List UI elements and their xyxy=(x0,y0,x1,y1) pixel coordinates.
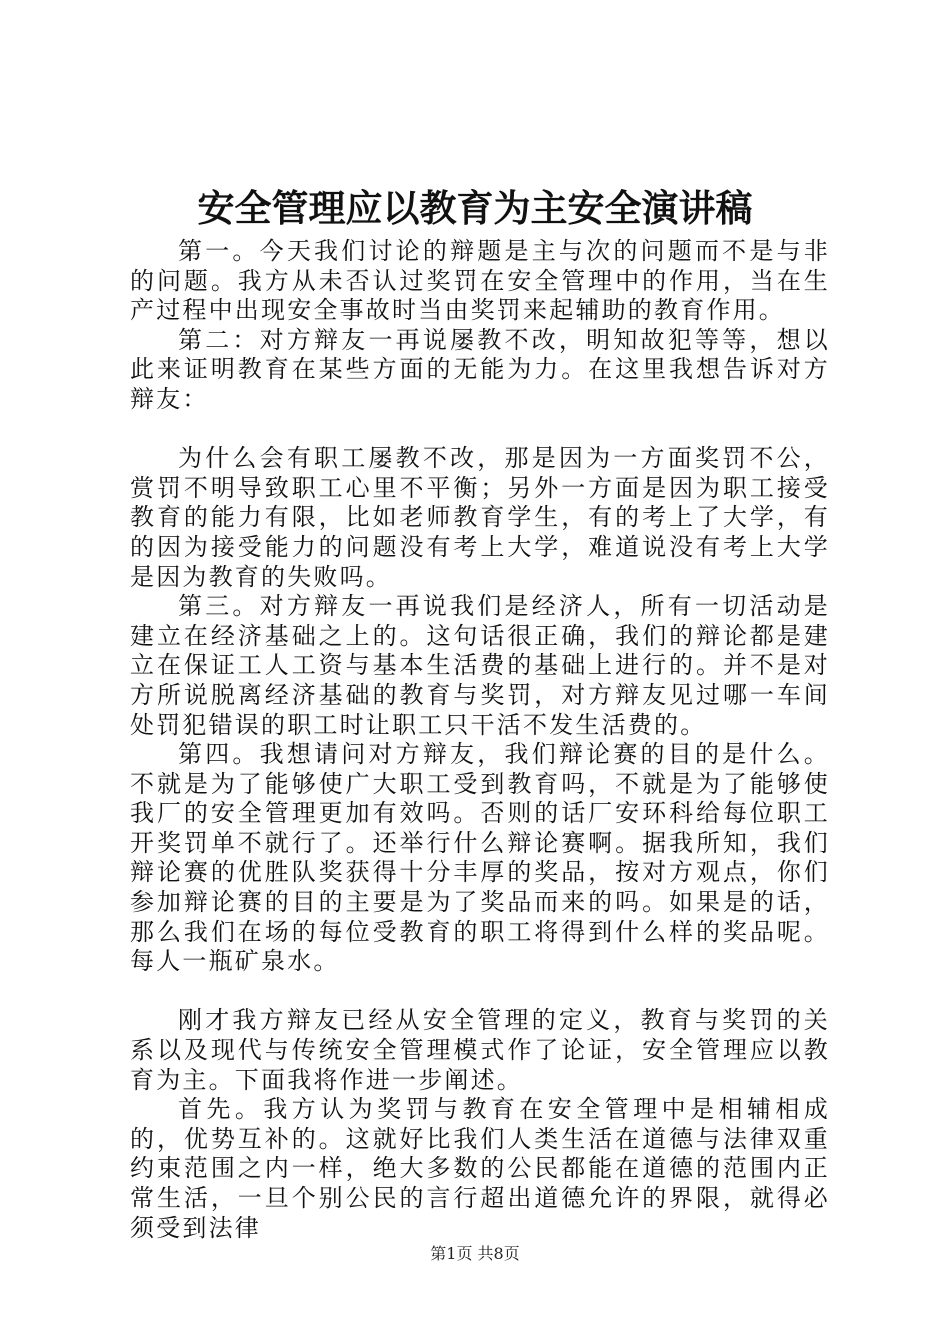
paragraph-gap xyxy=(130,977,830,1007)
paragraph-1: 第一。今天我们讨论的辩题是主与次的问题而不是与非的问题。我方从未否认过奖罚在安全管理中的作用，当在生产过程中出现安全事故时当由奖罚来起辅助的教育作用。 xyxy=(130,237,830,325)
paragraph-2: 第二：对方辩友一再说屡教不改，明知故犯等等，想以此来证明教育在某些方面的无能为力。在这里我想告诉对方辩友： xyxy=(130,325,830,413)
paragraph-gap xyxy=(130,415,830,445)
paragraph-5: 第四。我想请问对方辩友，我们辩论赛的目的是什么。不就是为了能够使广大职工受到教育吗，不就是为了能够使我厂的安全管理更加有效吗。否则的话厂安环科给每位职工开奖罚单不就行了。还举行什么辩论赛啊。据我所知，我们辩论赛的优胜队奖获得十分丰厚的奖品，按对方观点，你们参加辩论赛的目的主要是为了奖品而来的吗。如果是的话，那么我们在场的每位受教育的职工将得到什么样的奖品呢。每人一瓶矿泉水。 xyxy=(130,740,830,976)
paragraph-6: 刚才我方辩友已经从安全管理的定义，教育与奖罚的关系以及现代与传统安全管理模式作了论证，安全管理应以教育为主。下面我将作进一步阐述。 xyxy=(130,1006,830,1094)
page-number-footer: 第1页 共8页 xyxy=(430,1244,520,1263)
document-body xyxy=(130,237,830,1243)
paragraph-7: 首先。我方认为奖罚与教育在安全管理中是相辅相成的，优势互补的。这就好比我们人类生活在道德与法律双重约束范围之内一样，绝大多数的公民都能在道德的范围内正常生活，一旦个别公民的言行超出道德允许的界限，就得必须受到法律 xyxy=(130,1095,830,1242)
paragraph-3: 为什么会有职工屡教不改，那是因为一方面奖罚不公，赏罚不明导致职工心里不平衡；另外一方面是因为职工接受教育的能力有限，比如老师教育学生，有的考上了大学，有的因为接受能力的问题没有考上大学，难道说没有考上大学是因为教育的失败吗。 xyxy=(130,444,830,591)
paragraph-4: 第三。对方辩友一再说我们是经济人，所有一切活动是建立在经济基础之上的。这句话很正确，我们的辩论都是建立在保证工人工资与基本生活费的基础上进行的。并不是对方所说脱离经济基础的教育与奖罚，对方辩友见过哪一车间处罚犯错误的职工时让职工只干活不发生活费的。 xyxy=(130,592,830,739)
document-title: 安全管理应以教育为主安全演讲稿 xyxy=(197,186,753,230)
